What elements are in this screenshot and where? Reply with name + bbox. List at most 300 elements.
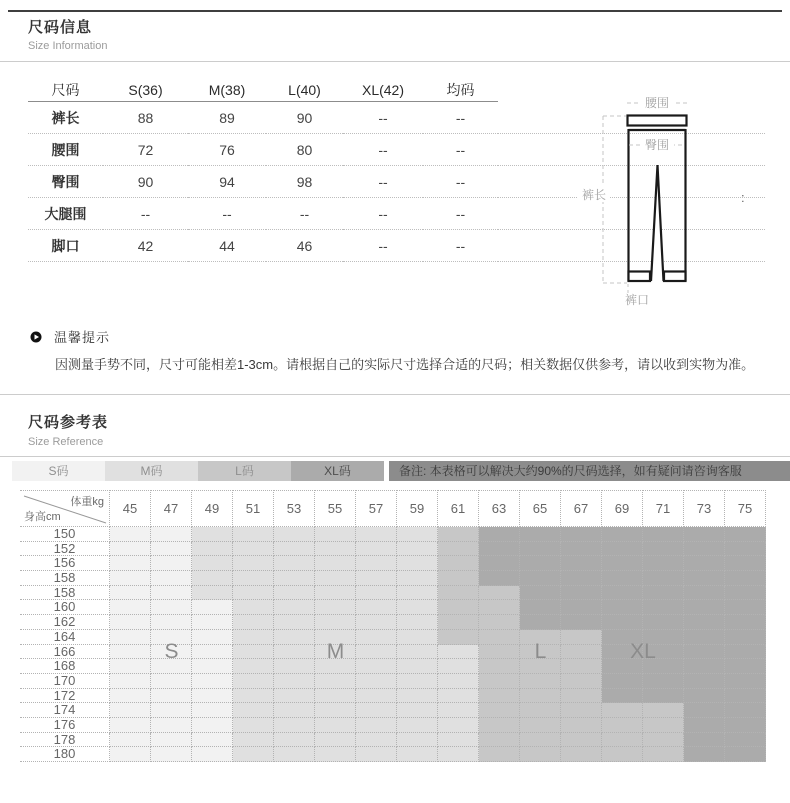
divider: [0, 456, 790, 457]
size-cell: [397, 747, 438, 762]
size-cell: [110, 689, 151, 704]
size-cell: [479, 542, 520, 557]
weight-axis-label: 体重kg: [70, 496, 104, 508]
grid-row: [20, 674, 766, 689]
size-cell: [315, 600, 356, 615]
size-cell: [274, 571, 315, 586]
size-cell: [151, 571, 192, 586]
size-cell: [151, 703, 192, 718]
size-reference-subtitle: Size Reference: [28, 436, 104, 448]
size-cell: [438, 600, 479, 615]
measure-value: --: [343, 166, 423, 198]
size-cell: [233, 571, 274, 586]
measure-value: --: [423, 230, 498, 262]
measure-label: 臀围: [28, 166, 103, 198]
grid-row: [20, 571, 766, 586]
size-cell: [110, 556, 151, 571]
size-cell: [110, 586, 151, 601]
size-cell: [274, 718, 315, 733]
size-cell: [151, 689, 192, 704]
size-cell: [110, 615, 151, 630]
height-tick: 176: [20, 718, 110, 733]
size-cell: [725, 630, 766, 645]
size-cell: [479, 615, 520, 630]
size-cell: [725, 718, 766, 733]
grid-row: [20, 600, 766, 615]
size-cell: [684, 674, 725, 689]
grid-corner-cell: [20, 490, 110, 527]
size-cell: [561, 645, 602, 660]
size-cell: [602, 615, 643, 630]
size-cell: [684, 718, 725, 733]
size-cell: [602, 674, 643, 689]
size-cell: [397, 733, 438, 748]
size-cell: [561, 615, 602, 630]
size-cell: [561, 689, 602, 704]
size-cell: [192, 527, 233, 542]
size-cell: [602, 747, 643, 762]
measure-value: 76: [188, 134, 266, 166]
weight-tick: 73: [684, 490, 725, 527]
measure-value: 94: [188, 166, 266, 198]
grid-row: [20, 556, 766, 571]
size-cell: [397, 659, 438, 674]
size-cell: [397, 586, 438, 601]
size-cell: [520, 542, 561, 557]
size-cell: [151, 747, 192, 762]
size-cell: [151, 733, 192, 748]
size-cell: [274, 703, 315, 718]
size-cell: [356, 733, 397, 748]
height-tick: 174: [20, 703, 110, 718]
size-cell: [479, 747, 520, 762]
grid-row: [20, 615, 766, 630]
grid-row: [20, 718, 766, 733]
size-table-header: S(36): [103, 78, 188, 102]
size-cell: [520, 689, 561, 704]
size-cell: [356, 615, 397, 630]
size-cell: [643, 733, 684, 748]
size-cell: [397, 630, 438, 645]
size-cell: [110, 703, 151, 718]
size-cell: [233, 659, 274, 674]
height-tick: 160: [20, 600, 110, 615]
size-cell: [397, 645, 438, 660]
size-cell: [315, 615, 356, 630]
size-cell: [151, 615, 192, 630]
size-cell: [438, 733, 479, 748]
size-cell: [233, 689, 274, 704]
size-cell: [397, 571, 438, 586]
measure-label: 脚口: [28, 230, 103, 262]
size-info-subtitle: Size Information: [28, 40, 108, 52]
size-cell: [110, 571, 151, 586]
size-cell: [233, 527, 274, 542]
size-cell: [192, 630, 233, 645]
size-cell: [643, 689, 684, 704]
size-cell: [438, 556, 479, 571]
measure-value: --: [423, 198, 498, 230]
legend-note: 备注: 本表格可以解决大约90%的尺码选择，如有疑问请咨询客服: [389, 461, 790, 481]
measure-value: 90: [103, 166, 188, 198]
weight-tick: 57: [356, 490, 397, 527]
size-cell: [725, 747, 766, 762]
measure-value: --: [266, 198, 343, 230]
tip-body: 因测量手势不同，尺寸可能相差1-3cm。请根据自己的实际尺寸选择合适的尺码；相关数据仅供参考，请以收到实物为准。: [55, 357, 755, 372]
size-cell: [110, 645, 151, 660]
legend-swatch-xl: XL码: [291, 461, 384, 481]
legend-swatch-s: S码: [12, 461, 105, 481]
measure-label: 大腿围: [28, 198, 103, 230]
size-cell: [520, 586, 561, 601]
measure-value: --: [188, 198, 266, 230]
size-cell: [151, 718, 192, 733]
weight-tick: 75: [725, 490, 766, 527]
size-cell: [356, 689, 397, 704]
waist-label: 腰围: [644, 96, 670, 110]
grid-header-row: [20, 490, 766, 527]
height-tick: 152: [20, 542, 110, 557]
size-table-header: M(38): [188, 78, 266, 102]
size-cell: [602, 586, 643, 601]
size-cell: [479, 689, 520, 704]
size-cell: [397, 542, 438, 557]
size-cell: [274, 615, 315, 630]
height-tick: 170: [20, 674, 110, 689]
measure-value: --: [343, 198, 423, 230]
size-cell: [110, 733, 151, 748]
size-cell: [643, 542, 684, 557]
size-cell: [192, 600, 233, 615]
height-tick: 158: [20, 571, 110, 586]
size-cell: [725, 600, 766, 615]
size-cell: [520, 556, 561, 571]
size-cell: [110, 718, 151, 733]
measure-label: 腰围: [28, 134, 103, 166]
size-cell: [315, 689, 356, 704]
size-cell: [192, 571, 233, 586]
grid-row: [20, 703, 766, 718]
size-cell: [356, 703, 397, 718]
measure-value: 89: [188, 102, 266, 134]
size-cell: [684, 556, 725, 571]
size-table-header: 均码: [423, 78, 498, 102]
size-cell: [356, 718, 397, 733]
size-cell: [274, 630, 315, 645]
size-cell: [192, 674, 233, 689]
size-cell: [684, 645, 725, 660]
size-cell: [643, 586, 684, 601]
size-cell: [725, 586, 766, 601]
measure-value: --: [423, 134, 498, 166]
size-cell: [479, 586, 520, 601]
height-tick: 162: [20, 615, 110, 630]
size-cell: [561, 733, 602, 748]
size-cell: [684, 615, 725, 630]
size-cell: [520, 718, 561, 733]
size-cell: [192, 556, 233, 571]
size-cell: [520, 615, 561, 630]
size-cell: [643, 527, 684, 542]
size-cell: [725, 733, 766, 748]
size-cell: [438, 527, 479, 542]
divider: [0, 394, 790, 395]
size-cell: [479, 674, 520, 689]
size-cell: [561, 527, 602, 542]
size-cell: [561, 542, 602, 557]
size-cell: [356, 542, 397, 557]
weight-tick: 55: [315, 490, 356, 527]
size-cell: [110, 659, 151, 674]
size-cell: [684, 571, 725, 586]
height-tick: 168: [20, 659, 110, 674]
size-legend: [12, 461, 790, 481]
height-axis-label: 身高cm: [24, 511, 61, 523]
size-reference-title: 尺码参考表: [28, 414, 109, 431]
region-label-s: S: [164, 639, 179, 663]
size-cell: [397, 615, 438, 630]
weight-tick: 69: [602, 490, 643, 527]
size-cell: [643, 703, 684, 718]
size-cell: [356, 527, 397, 542]
size-cell: [192, 659, 233, 674]
size-cell: [438, 571, 479, 586]
size-cell: [602, 689, 643, 704]
grid-row: [20, 689, 766, 704]
size-cell: [397, 527, 438, 542]
size-cell: [274, 600, 315, 615]
size-cell: [479, 527, 520, 542]
measure-value: --: [343, 230, 423, 262]
measure-value: --: [423, 166, 498, 198]
size-cell: [397, 556, 438, 571]
size-cell: [643, 747, 684, 762]
size-cell: [602, 571, 643, 586]
pants-diagram: [570, 88, 770, 318]
size-cell: [315, 747, 356, 762]
size-reference-grid: [20, 490, 766, 762]
size-cell: [561, 630, 602, 645]
measure-value: 98: [266, 166, 343, 198]
measure-value: 42: [103, 230, 188, 262]
grid-row: [20, 747, 766, 762]
size-cell: [684, 600, 725, 615]
size-cell: [356, 659, 397, 674]
size-cell: [602, 527, 643, 542]
legend-swatch-m: M码: [105, 461, 198, 481]
size-cell: [438, 747, 479, 762]
size-cell: [479, 718, 520, 733]
size-cell: [315, 586, 356, 601]
size-cell: [479, 733, 520, 748]
size-cell: [520, 703, 561, 718]
size-cell: [438, 689, 479, 704]
size-cell: [315, 718, 356, 733]
size-cell: [233, 645, 274, 660]
size-table-header: 尺码: [28, 78, 103, 102]
size-cell: [684, 542, 725, 557]
size-cell: [315, 703, 356, 718]
weight-tick: 71: [643, 490, 684, 527]
size-cell: [438, 703, 479, 718]
size-cell: [151, 556, 192, 571]
size-cell: [684, 703, 725, 718]
weight-tick: 65: [520, 490, 561, 527]
region-label-l: L: [534, 639, 547, 663]
measure-value: 72: [103, 134, 188, 166]
size-cell: [602, 718, 643, 733]
weight-tick: 49: [192, 490, 233, 527]
size-cell: [479, 571, 520, 586]
size-cell: [192, 615, 233, 630]
size-cell: [192, 542, 233, 557]
size-cell: [397, 718, 438, 733]
size-cell: [315, 674, 356, 689]
size-cell: [479, 600, 520, 615]
size-cell: [479, 645, 520, 660]
size-cell: [192, 703, 233, 718]
size-cell: [643, 571, 684, 586]
height-tick: 178: [20, 733, 110, 748]
size-cell: [561, 586, 602, 601]
size-cell: [192, 733, 233, 748]
size-cell: [561, 659, 602, 674]
height-tick: 180: [20, 747, 110, 762]
size-cell: [151, 542, 192, 557]
size-cell: [438, 718, 479, 733]
size-cell: [520, 571, 561, 586]
size-cell: [602, 703, 643, 718]
size-cell: [315, 571, 356, 586]
height-tick: 164: [20, 630, 110, 645]
size-cell: [315, 527, 356, 542]
size-cell: [684, 733, 725, 748]
measure-value: 46: [266, 230, 343, 262]
size-cell: [725, 571, 766, 586]
size-cell: [479, 630, 520, 645]
size-cell: [643, 718, 684, 733]
size-cell: [643, 674, 684, 689]
size-cell: [397, 689, 438, 704]
size-cell: [438, 542, 479, 557]
region-label-xl: XL: [630, 639, 656, 663]
size-cell: [438, 674, 479, 689]
size-cell: [684, 630, 725, 645]
length-label: 裤长: [582, 188, 607, 202]
size-cell: [110, 674, 151, 689]
region-label-m: M: [326, 639, 345, 663]
size-cell: [233, 703, 274, 718]
size-cell: [725, 527, 766, 542]
legend-swatch-l: L码: [198, 461, 291, 481]
size-cell: [520, 674, 561, 689]
size-cell: [602, 556, 643, 571]
height-tick: 150: [20, 527, 110, 542]
size-cell: [315, 542, 356, 557]
weight-tick: 61: [438, 490, 479, 527]
size-cell: [192, 645, 233, 660]
size-cell: [274, 556, 315, 571]
measure-value: --: [423, 102, 498, 134]
size-cell: [233, 674, 274, 689]
size-cell: [274, 674, 315, 689]
size-cell: [356, 556, 397, 571]
size-cell: [602, 733, 643, 748]
size-info-title: 尺码信息: [28, 19, 93, 36]
size-cell: [561, 556, 602, 571]
size-cell: [356, 645, 397, 660]
measure-value: --: [343, 102, 423, 134]
size-table-header: L(40): [266, 78, 343, 102]
grid-row: [20, 527, 766, 542]
size-cell: [725, 659, 766, 674]
size-cell: [233, 542, 274, 557]
size-cell: [520, 733, 561, 748]
size-cell: [233, 600, 274, 615]
tip-bullet-icon: [30, 331, 42, 343]
size-cell: [274, 733, 315, 748]
cuff-label: 裤口: [625, 293, 650, 307]
height-tick: 156: [20, 556, 110, 571]
size-cell: [274, 527, 315, 542]
size-cell: [233, 630, 274, 645]
size-cell: [110, 747, 151, 762]
weight-tick: 67: [561, 490, 602, 527]
measure-value: --: [103, 198, 188, 230]
size-cell: [725, 674, 766, 689]
size-cell: [725, 615, 766, 630]
size-cell: [725, 703, 766, 718]
size-cell: [684, 689, 725, 704]
size-cell: [151, 586, 192, 601]
height-tick: 158: [20, 586, 110, 601]
measure-value: 44: [188, 230, 266, 262]
size-cell: [233, 718, 274, 733]
size-cell: [151, 527, 192, 542]
size-cell: [561, 571, 602, 586]
weight-tick: 63: [479, 490, 520, 527]
size-cell: [356, 600, 397, 615]
size-cell: [192, 747, 233, 762]
size-cell: [684, 527, 725, 542]
size-cell: [110, 542, 151, 557]
height-tick: 172: [20, 689, 110, 704]
size-cell: [684, 659, 725, 674]
size-cell: [151, 674, 192, 689]
size-cell: [233, 615, 274, 630]
size-cell: [643, 556, 684, 571]
size-cell: [192, 586, 233, 601]
size-cell: [479, 703, 520, 718]
height-tick: 166: [20, 645, 110, 660]
grid-row: [20, 542, 766, 557]
size-cell: [561, 674, 602, 689]
size-cell: [274, 747, 315, 762]
tip-header: [30, 327, 110, 346]
size-cell: [274, 542, 315, 557]
size-cell: [274, 659, 315, 674]
size-cell: [274, 645, 315, 660]
size-cell: [725, 645, 766, 660]
size-cell: [561, 718, 602, 733]
size-cell: [561, 600, 602, 615]
size-cell: [684, 747, 725, 762]
size-cell: [520, 527, 561, 542]
size-cell: [274, 689, 315, 704]
top-divider: [8, 10, 782, 12]
weight-tick: 53: [274, 490, 315, 527]
measure-value: 90: [266, 102, 343, 134]
